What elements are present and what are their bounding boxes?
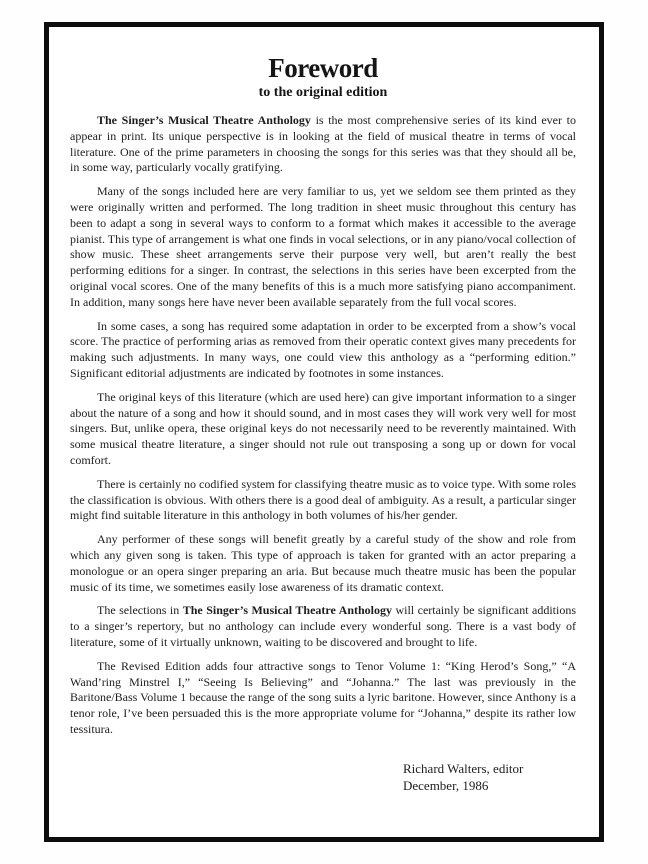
signature-name: Richard Walters, editor: [403, 760, 524, 776]
text-run: is the most comprehensive series of its kind ever to appear in print. Its unique perspective is in looking at the field of musical theatre in terms of vocal literature. One of the prime parameters in choosing the songs for this series was that they should all be, in some way, particularly vocally gratifying.: [70, 113, 576, 175]
foreword-paragraph: [70, 532, 576, 595]
foreword-paragraph: [70, 113, 576, 176]
page-border-frame: [44, 22, 604, 842]
foreword-paragraph: [70, 319, 576, 382]
text-run: will certainly be significant additions to a singer’s repertory, but no anthology can include every wonderful song. There is a vast body of literature, some of it virtually unknown, waiting to be discovered and brought to life.: [70, 603, 577, 649]
foreword-paragraph: [70, 477, 576, 524]
text-run: In some cases, a song has required some adaptation in order to be excerpted from a show’s vocal score. The practice of performing arias as removed from their operatic context gives many precedents for making such adjustments. In many ways, one could view this anthology as a “performing edition.” Significant editorial adjustments are indicated by footnotes in some instances.: [70, 318, 576, 380]
text-run: The selections in: [97, 603, 183, 618]
foreword-paragraph: [70, 184, 576, 310]
bold-run: The Singer’s Musical Theatre Anthology: [97, 113, 311, 127]
page-content: [70, 51, 576, 837]
text-run: There is certainly no codified system for classifying theatre music as to voice type. With some roles the classification is obvious. With others there is a good deal of ambiguity. As a result, a particular singer might find suitable literature in this anthology in both volumes of his/her gender.: [70, 476, 576, 523]
foreword-paragraphs: [70, 113, 576, 738]
foreword-paragraph: [70, 390, 576, 469]
page-subtitle: to the original edition: [258, 85, 388, 100]
text-run: The original keys of this literature (which are used here) can give important information to a singer about the nature of a song and how it should sound, and in most cases they will work very well for most singers. But, unlike opera, these original keys do not necessarily need to be reverently maintained. With some musical theatre literature, a singer should not rule out transposing a song up or down for vocal comfort.: [70, 389, 576, 467]
bold-run: The Singer’s Musical Theatre Anthology: [182, 603, 392, 618]
foreword-paragraph: [70, 603, 576, 650]
text-run: Many of the songs included here are very familiar to us, yet we seldom see them printed as they were originally written and performed. The long tradition in sheet music throughout this century has been to adapt a song in several ways to conform to a format which makes it accessible to the average pianist. This type of arrangement is what one finds in vocal selections, or in any piano/vocal collection of show music. These sheet arrangements serve their purpose very well, but aren’t really the best performing editions for a singer. In contrast, the selections in this series have been excerpted from the original vocal scores. One of the many benefits of this is a much more satisfying piano accompaniment. In addition, many songs here have never been available separately from the full vocal scores.: [70, 184, 576, 309]
foreword-paragraph: [70, 659, 576, 738]
signature-date: December, 1986: [403, 778, 489, 794]
text-run: The Revised Edition adds four attractive songs to Tenor Volume 1: “King Herod’s Song,” “A Wand’ring Minstrel I,” “Seeing Is Believing” and “Johanna.” The last was previously in the Baritone/Bass Volume 1 because the range of the song suits a lyric baritone. However, since Anthony is a tenor role, I’ve been persuaded this is the more appropriate volume for “Johanna,” despite its rather low tessitura.: [70, 658, 576, 736]
signature-block: [403, 760, 576, 795]
page-title: Foreword: [268, 53, 378, 83]
text-run: Any performer of these songs will benefit greatly by a careful study of the show and role from which any given song is taken. This type of approach is taken for granted with an actor preparing a monologue or an opera singer preparing an aria. But because much theatre music has been the popular music of its time, we sometimes easily lose awareness of its dramatic context.: [70, 532, 576, 594]
